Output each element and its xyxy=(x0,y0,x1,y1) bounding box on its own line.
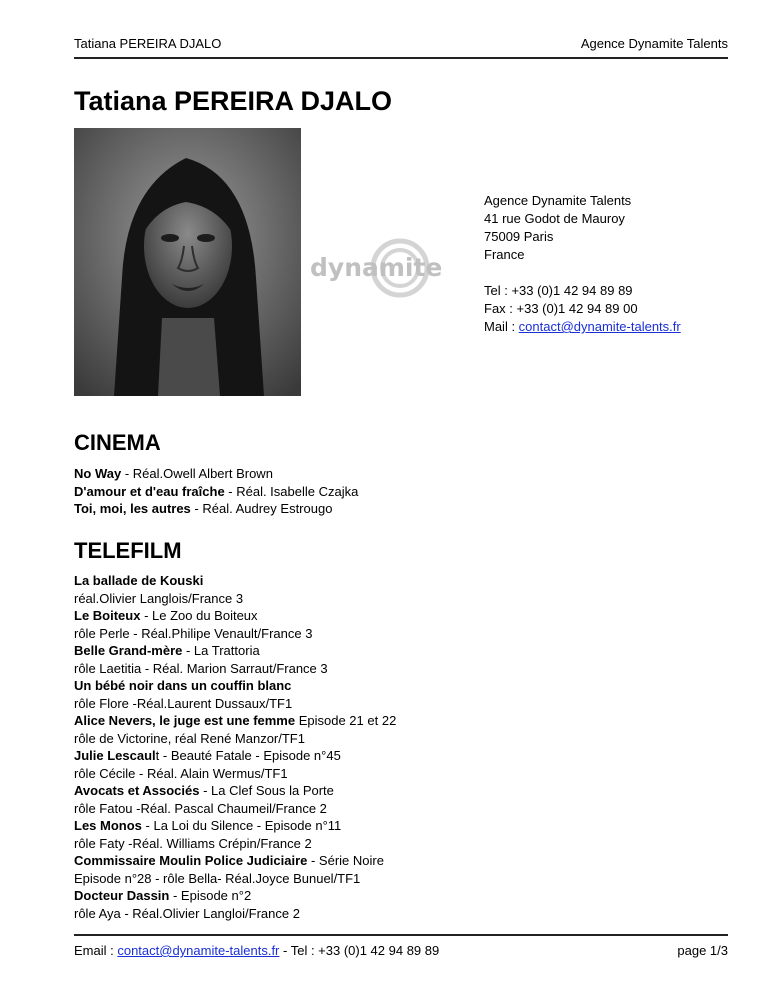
agency-mail-line xyxy=(484,318,681,336)
film-detail: - Réal.Owell Albert Brown xyxy=(121,466,273,481)
telefilm-detail: rôle Fatou -Réal. Pascal Chaumeil/France 2 xyxy=(74,800,327,816)
telefilm-line xyxy=(74,870,396,888)
telefilm-detail: rôle Laetitia - Réal. Marion Sarraut/France 3 xyxy=(74,660,328,676)
telefilm-line xyxy=(74,852,396,870)
telefilm-line xyxy=(74,765,396,783)
telefilm-detail: réal.Olivier Langlois/France 3 xyxy=(74,590,244,606)
telefilm-title: Alice Nevers, le juge est une femme xyxy=(74,713,296,728)
telefilm-detail: rôle Aya - Réal.Olivier Langloi/France 2 xyxy=(74,905,300,921)
film-title: Toi, moi, les autres xyxy=(74,501,191,516)
film-detail: - Réal. Isabelle Czajka xyxy=(224,483,359,499)
cinema-item xyxy=(74,465,358,483)
headshot-photo xyxy=(74,128,301,396)
telefilm-line xyxy=(74,607,396,625)
telefilm-list xyxy=(74,572,396,922)
page-title: Tatiana PEREIRA DJALO xyxy=(74,86,393,116)
telefilm-detail: rôle Cécile - Réal. Alain Wermus/TF1 xyxy=(74,765,288,781)
section-heading-telefilm: TELEFILM xyxy=(74,538,182,563)
telefilm-title: Docteur Dassin xyxy=(74,888,170,903)
footer-contact xyxy=(74,943,439,958)
telefilm-detail: rôle de Victorine, réal René Manzor/TF1 xyxy=(74,730,305,746)
telefilm-line xyxy=(74,660,396,678)
telefilm-detail: Episode 21 et 22 xyxy=(295,713,397,728)
footer-divider xyxy=(74,934,728,936)
agency-street: 41 rue Godot de Mauroy xyxy=(484,211,625,226)
telefilm-title: Julie Lescaul xyxy=(74,748,156,763)
telefilm-title: Le Boiteux xyxy=(74,608,141,623)
telefilm-detail: rôle Faty -Réal. Williams Crépin/France 2 xyxy=(74,835,312,851)
film-title: No Way xyxy=(74,466,122,481)
agency-fax: Fax : +33 (0)1 42 94 89 00 xyxy=(484,301,638,316)
page-number: page 1/3 xyxy=(677,943,728,958)
agency-city: 75009 Paris xyxy=(484,229,554,244)
cinema-item xyxy=(74,500,358,518)
header-agency-name: Agence Dynamite Talents xyxy=(580,36,728,51)
telefilm-line xyxy=(74,642,396,660)
telefilm-detail: - Le Zoo du Boiteux xyxy=(140,608,258,623)
telefilm-line xyxy=(74,835,396,853)
header-actor-name: Tatiana PEREIRA DJALO xyxy=(74,36,222,51)
telefilm-line xyxy=(74,905,396,923)
telefilm-line xyxy=(74,887,396,905)
telefilm-title: Belle Grand-mère xyxy=(74,643,183,658)
telefilm-line xyxy=(74,572,396,590)
spacer xyxy=(484,264,681,282)
dynamite-logo xyxy=(306,238,462,302)
telefilm-detail: - La Loi du Silence - Episode n°11 xyxy=(141,818,342,833)
footer-tel: - Tel : +33 (0)1 42 94 89 89 xyxy=(279,943,440,958)
footer-email-label: Email : xyxy=(74,943,118,958)
telefilm-line xyxy=(74,712,396,730)
cinema-item xyxy=(74,483,358,501)
telefilm-title: Commissaire Moulin Police Judiciaire xyxy=(74,853,308,868)
telefilm-title: Avocats et Associés xyxy=(74,783,200,798)
agency-country: France xyxy=(484,247,525,262)
telefilm-line xyxy=(74,747,396,765)
telefilm-line xyxy=(74,782,396,800)
logo-wordmark: dynamite xyxy=(310,253,443,282)
agency-mail-link[interactable]: contact@dynamite-talents.fr xyxy=(518,319,681,334)
telefilm-detail: - La Clef Sous la Porte xyxy=(199,783,334,798)
telefilm-line xyxy=(74,800,396,818)
telefilm-detail: - Episode n°2 xyxy=(169,888,252,903)
cinema-list xyxy=(74,465,358,518)
film-title: D'amour et d'eau fraîche xyxy=(74,483,225,499)
telefilm-title: Les Monos xyxy=(74,818,142,833)
telefilm-detail: Episode n°28 - rôle Bella- Réal.Joyce Bunuel/TF1 xyxy=(74,870,361,886)
footer-email-link[interactable]: contact@dynamite-talents.fr xyxy=(117,943,280,958)
page-footer xyxy=(74,943,728,958)
agency-contact-block xyxy=(484,192,681,336)
header-divider xyxy=(74,57,728,59)
telefilm-line xyxy=(74,625,396,643)
telefilm-detail: - La Trattoria xyxy=(182,643,260,658)
telefilm-line xyxy=(74,817,396,835)
telefilm-line xyxy=(74,590,396,608)
agency-tel: Tel : +33 (0)1 42 94 89 89 xyxy=(484,283,633,298)
telefilm-line xyxy=(74,730,396,748)
telefilm-line xyxy=(74,677,396,695)
telefilm-detail: rôle Flore -Réal.Laurent Dussaux/TF1 xyxy=(74,695,293,711)
telefilm-line xyxy=(74,695,396,713)
section-heading-cinema: CINEMA xyxy=(74,430,161,455)
telefilm-detail: - Série Noire xyxy=(307,853,384,868)
telefilm-title: Un bébé noir dans un couffin blanc xyxy=(74,678,292,693)
telefilm-title: La ballade de Kouski xyxy=(74,573,204,588)
telefilm-detail: rôle Perle - Réal.Philipe Venault/France 3 xyxy=(74,625,313,641)
telefilm-detail: t - Beauté Fatale - Episode n°45 xyxy=(155,748,341,763)
agency-name: Agence Dynamite Talents xyxy=(484,193,632,208)
mail-label: Mail : xyxy=(484,319,519,334)
film-detail: - Réal. Audrey Estrougo xyxy=(190,501,333,516)
